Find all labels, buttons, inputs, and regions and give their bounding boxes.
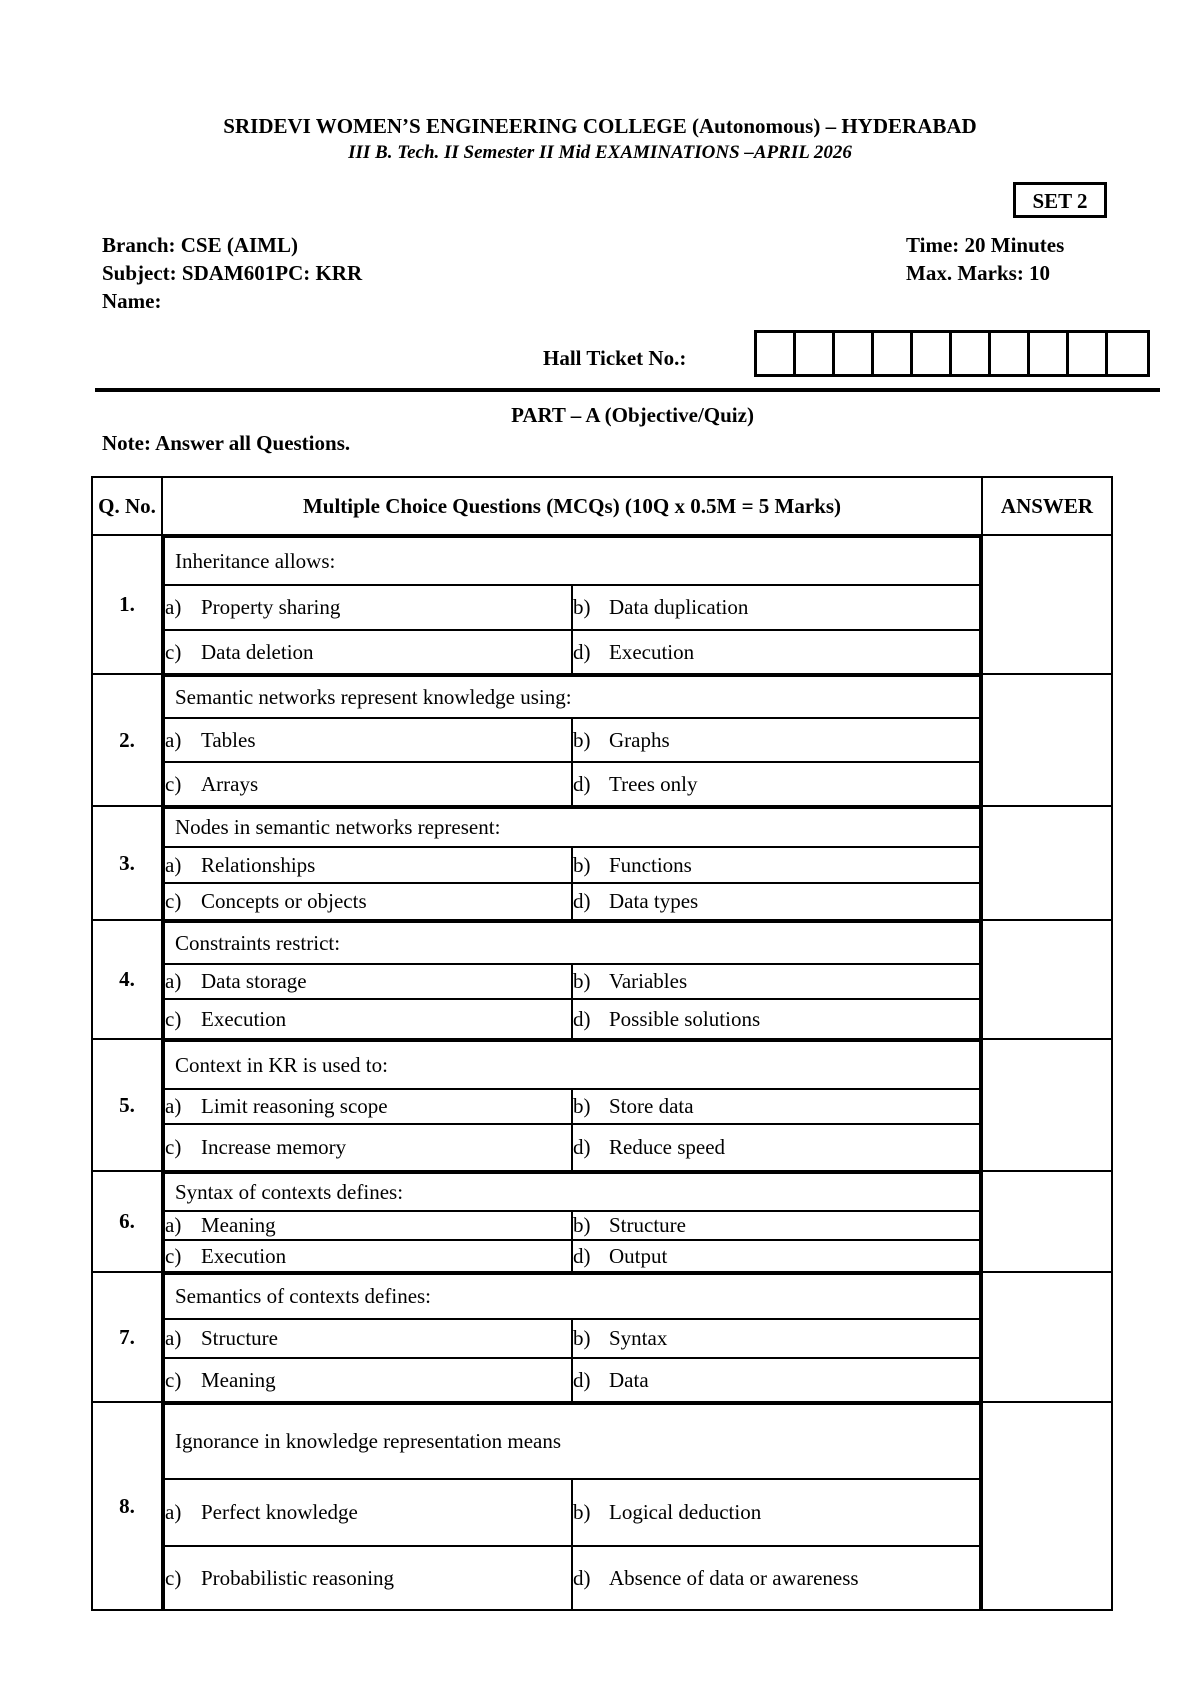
option-text: Reduce speed <box>609 1135 726 1159</box>
option-c <box>164 1124 572 1170</box>
question-number: 7. <box>92 1272 162 1402</box>
option-letter: a) <box>165 1213 182 1237</box>
question-row <box>92 1039 1112 1171</box>
hall-ticket-box[interactable] <box>913 333 952 374</box>
name-label: Name: <box>102 289 162 313</box>
subject-label: Subject: SDAM601PC: KRR <box>102 261 363 285</box>
option-c <box>164 883 572 919</box>
question-stem: Syntax of contexts defines: <box>164 1173 980 1211</box>
hall-ticket-box[interactable] <box>952 333 991 374</box>
question-number: 6. <box>92 1171 162 1272</box>
option-b <box>572 1479 980 1546</box>
header-divider <box>95 388 1160 392</box>
question-row <box>92 806 1112 920</box>
question-stem: Inheritance allows: <box>164 537 980 585</box>
question-stem: Constraints restrict: <box>164 922 980 964</box>
max-marks-label: Max. Marks: 10 <box>906 261 1051 285</box>
option-text: Meaning <box>201 1367 276 1392</box>
table-header-row <box>92 477 1112 535</box>
option-text: Logical deduction <box>609 1500 762 1524</box>
col-question-header: Multiple Choice Questions (MCQs) (10Q x 0.5M = 5 Marks) <box>162 477 982 535</box>
option-a <box>164 1479 572 1546</box>
option-text: Data <box>609 1367 649 1392</box>
option-text: Syntax <box>609 1326 668 1350</box>
option-c <box>164 1358 572 1401</box>
option-c <box>164 630 572 673</box>
option-b <box>572 964 980 999</box>
answer-cell[interactable] <box>982 1272 1112 1402</box>
col-qno-header: Q. No. <box>92 477 162 535</box>
option-letter: c) <box>165 889 182 913</box>
hall-ticket-box[interactable] <box>796 333 835 374</box>
option-letter: a) <box>165 969 182 993</box>
col-answer-header: ANSWER <box>982 477 1112 535</box>
option-b <box>572 1089 980 1124</box>
option-text: Limit reasoning scope <box>201 1094 388 1118</box>
option-a <box>164 1211 572 1240</box>
option-text: Possible solutions <box>609 1006 761 1031</box>
option-text: Trees only <box>609 771 698 796</box>
option-b <box>572 1319 980 1358</box>
option-letter: b) <box>573 852 591 877</box>
branch-label: Branch: CSE (AIML) <box>102 233 299 257</box>
option-text: Graphs <box>609 727 670 752</box>
question-number: 8. <box>92 1402 162 1610</box>
hall-ticket-boxes[interactable] <box>754 330 1150 377</box>
question-number: 4. <box>92 920 162 1039</box>
question-row <box>92 535 1112 674</box>
question-number: 5. <box>92 1039 162 1171</box>
option-letter: b) <box>573 1326 591 1350</box>
question-row <box>92 674 1112 806</box>
option-c <box>164 762 572 805</box>
option-text: Functions <box>609 852 692 877</box>
answer-cell[interactable] <box>982 535 1112 674</box>
part-title: PART – A (Objective/Quiz) <box>511 403 754 427</box>
hall-ticket-label: Hall Ticket No.: <box>543 346 687 370</box>
option-letter: d) <box>573 1006 591 1031</box>
note-text: Note: Answer all Questions. <box>102 431 351 455</box>
option-letter: c) <box>165 1006 182 1031</box>
option-a <box>164 585 572 630</box>
hall-ticket-box[interactable] <box>1108 333 1147 374</box>
option-letter: d) <box>573 639 591 664</box>
option-text: Structure <box>201 1326 278 1350</box>
option-b <box>572 847 980 883</box>
question-cell <box>162 1272 982 1402</box>
option-text: Output <box>609 1243 668 1268</box>
option-letter: d) <box>573 1565 591 1590</box>
question-cell <box>162 1402 982 1610</box>
option-letter: c) <box>165 771 182 796</box>
option-letter: a) <box>165 1326 182 1350</box>
option-text: Increase memory <box>201 1135 347 1159</box>
option-letter: a) <box>165 852 182 877</box>
answer-cell[interactable] <box>982 920 1112 1039</box>
option-c <box>164 999 572 1038</box>
question-number: 1. <box>92 535 162 674</box>
answer-cell[interactable] <box>982 1402 1112 1610</box>
option-text: Probabilistic reasoning <box>201 1565 395 1590</box>
time-label: Time: 20 Minutes <box>906 233 1065 257</box>
question-row <box>92 1402 1112 1610</box>
option-b <box>572 718 980 762</box>
option-text: Variables <box>609 969 688 993</box>
question-cell <box>162 920 982 1039</box>
option-d <box>572 1358 980 1401</box>
set-badge: SET 2 <box>1013 182 1107 218</box>
option-letter: d) <box>573 771 591 796</box>
question-cell <box>162 674 982 806</box>
answer-cell[interactable] <box>982 806 1112 920</box>
question-stem: Context in KR is used to: <box>164 1041 980 1089</box>
question-stem: Semantics of contexts defines: <box>164 1274 980 1319</box>
question-cell <box>162 806 982 920</box>
option-a <box>164 1089 572 1124</box>
option-d <box>572 762 980 805</box>
option-d <box>572 1124 980 1170</box>
option-text: Data types <box>609 889 699 913</box>
option-text: Tables <box>201 727 256 752</box>
question-row <box>92 1272 1112 1402</box>
option-letter: b) <box>573 1213 591 1237</box>
question-stem: Semantic networks represent knowledge using: <box>164 676 980 718</box>
hall-ticket-box[interactable] <box>757 333 796 374</box>
option-text: Data deletion <box>201 639 314 664</box>
hall-ticket-box[interactable] <box>874 333 913 374</box>
mcq-table <box>91 476 1113 1611</box>
option-d <box>572 999 980 1038</box>
option-c <box>164 1240 572 1271</box>
hall-ticket-box[interactable] <box>1069 333 1108 374</box>
question-row <box>92 1171 1112 1272</box>
option-text: Absence of data or awareness <box>609 1565 859 1590</box>
option-letter: c) <box>165 639 182 664</box>
question-cell <box>162 1039 982 1171</box>
option-text: Data duplication <box>609 595 749 619</box>
option-text: Execution <box>609 639 695 664</box>
hall-ticket-box[interactable] <box>1030 333 1069 374</box>
option-b <box>572 1211 980 1240</box>
question-number: 3. <box>92 806 162 920</box>
option-letter: b) <box>573 1500 591 1524</box>
question-stem: Ignorance in knowledge representation means <box>164 1404 980 1479</box>
option-letter: c) <box>165 1135 182 1159</box>
option-text: Property sharing <box>201 595 341 619</box>
option-c <box>164 1546 572 1609</box>
option-text: Arrays <box>201 771 259 796</box>
option-text: Concepts or objects <box>201 889 367 913</box>
option-a <box>164 1319 572 1358</box>
option-letter: d) <box>573 1243 591 1268</box>
question-row <box>92 920 1112 1039</box>
option-text: Execution <box>201 1243 287 1268</box>
question-stem: Nodes in semantic networks represent: <box>164 808 980 847</box>
option-letter: c) <box>165 1565 182 1590</box>
option-d <box>572 1240 980 1271</box>
option-letter: b) <box>573 727 591 752</box>
option-letter: c) <box>165 1243 182 1268</box>
option-letter: a) <box>165 595 182 619</box>
option-text: Meaning <box>201 1213 276 1237</box>
option-text: Data storage <box>201 969 307 993</box>
option-b <box>572 585 980 630</box>
option-text: Execution <box>201 1006 287 1031</box>
option-letter: a) <box>165 1500 182 1524</box>
college-title: SRIDEVI WOMEN’S ENGINEERING COLLEGE (Autonomous) – HYDERABAD <box>223 114 977 138</box>
option-letter: c) <box>165 1367 182 1392</box>
answer-cell[interactable] <box>982 1171 1112 1272</box>
option-d <box>572 883 980 919</box>
question-cell <box>162 535 982 674</box>
option-text: Relationships <box>201 852 316 877</box>
option-text: Perfect knowledge <box>201 1500 358 1524</box>
option-a <box>164 964 572 999</box>
option-letter: d) <box>573 1135 591 1159</box>
option-letter: a) <box>165 1094 182 1118</box>
answer-cell[interactable] <box>982 674 1112 806</box>
hall-ticket-box[interactable] <box>835 333 874 374</box>
option-d <box>572 1546 980 1609</box>
option-d <box>572 630 980 673</box>
option-letter: b) <box>573 969 591 993</box>
option-a <box>164 847 572 883</box>
option-letter: b) <box>573 1094 591 1118</box>
question-cell <box>162 1171 982 1272</box>
option-letter: d) <box>573 1367 591 1392</box>
option-a <box>164 718 572 762</box>
question-number: 2. <box>92 674 162 806</box>
answer-cell[interactable] <box>982 1039 1112 1171</box>
option-letter: d) <box>573 889 591 913</box>
option-text: Store data <box>609 1094 694 1118</box>
option-letter: a) <box>165 727 182 752</box>
option-text: Structure <box>609 1213 686 1237</box>
exam-title: III B. Tech. II Semester II Mid EXAMINATIONS –APRIL 2026 <box>348 142 852 163</box>
hall-ticket-box[interactable] <box>991 333 1030 374</box>
option-letter: b) <box>573 595 591 619</box>
